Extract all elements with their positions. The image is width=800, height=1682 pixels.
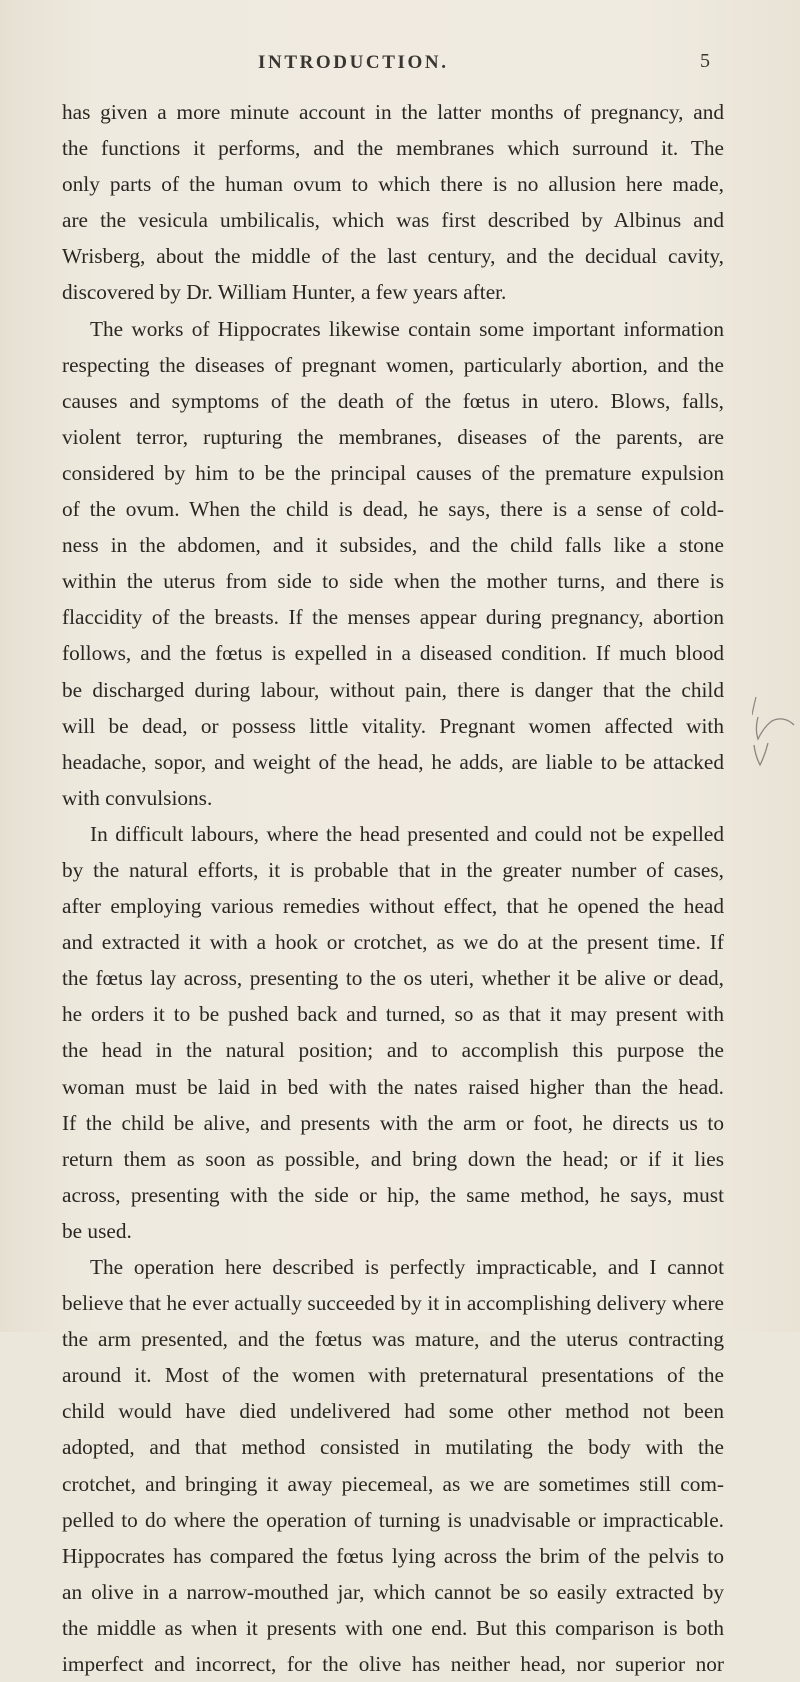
text-line: the head in the natural position; and to accomplish this purpose the — [62, 1038, 724, 1063]
text-line: woman must be laid in bed with the nates raised higher than the head. — [62, 1074, 724, 1099]
text-line: the functions it performs, and the membranes which surround it. The — [62, 136, 724, 161]
text-line: The works of Hippocrates likewise contain some important information — [90, 316, 724, 341]
text-line: be used. — [62, 1218, 132, 1243]
text-line: believe that he ever actually succeeded by it in accomplishing delivery where — [62, 1291, 724, 1316]
text-line: In difficult labours, where the head presented and could not be expelled — [90, 821, 724, 846]
text-line: by the natural efforts, it is probable that in the greater number of cases, — [62, 857, 724, 882]
text-line: violent terror, rupturing the membranes, diseases of the parents, are — [62, 424, 724, 449]
body-text — [62, 94, 724, 1682]
text-line: around it. Most of the women with preternatural presentations of the — [62, 1363, 724, 1388]
text-line: return them as soon as possible, and bring down the head; or if it lies — [62, 1146, 724, 1171]
text-line: he orders it to be pushed back and turned, so as that it may present with — [62, 1002, 724, 1027]
text-line: the middle as when it presents with one end. But this comparison is both — [62, 1615, 724, 1640]
text-line: of the ovum. When the child is dead, he says, there is a sense of cold- — [62, 497, 724, 522]
text-line: imperfect and incorrect, for the olive has neither head, nor superior nor — [62, 1652, 724, 1677]
page-number: 5 — [700, 50, 710, 72]
text-line: after employing various remedies without effect, that he opened the head — [62, 894, 724, 919]
text-line: be discharged during labour, without pain, there is danger that the child — [62, 677, 724, 702]
text-line: ness in the abdomen, and it subsides, and the child falls like a stone — [62, 533, 724, 558]
text-line: causes and symptoms of the death of the fœtus in utero. Blows, falls, — [62, 388, 724, 413]
text-line: only parts of the human ovum to which there is no allusion here made, — [62, 172, 724, 197]
text-line: across, presenting with the side or hip, the same method, he says, must — [62, 1182, 724, 1207]
text-line: the fœtus lay across, presenting to the os uteri, whether it be alive or dead, — [62, 966, 724, 991]
text-line: within the uterus from side to side when the mother turns, and there is — [62, 569, 724, 594]
text-line: discovered by Dr. William Hunter, a few years after. — [62, 280, 507, 305]
text-line: and extracted it with a hook or crotchet, as we do at the present time. If — [62, 930, 724, 955]
text-line: will be dead, or possess little vitality. Pregnant women affected with — [62, 713, 724, 738]
text-line: considered by him to be the principal causes of the premature expulsion — [62, 460, 724, 485]
text-line: If the child be alive, and presents with the arm or foot, he directs us to — [62, 1110, 724, 1135]
text-line: Hippocrates has compared the fœtus lying across the brim of the pelvis to — [62, 1543, 724, 1568]
text-line: crotchet, and bringing it away piecemeal, as we are sometimes still com- — [62, 1471, 724, 1496]
text-line: follows, and the fœtus is expelled in a diseased condition. If much blood — [62, 641, 724, 666]
text-line: flaccidity of the breasts. If the menses appear during pregnancy, abortion — [62, 605, 724, 630]
text-line: an olive in a narrow-mouthed jar, which cannot be so easily extracted by — [62, 1579, 724, 1604]
text-line: with convulsions. — [62, 785, 213, 810]
text-line: pelled to do where the operation of turning is unadvisable or impracticable. — [62, 1507, 724, 1532]
text-line: headache, sopor, and weight of the head, he adds, are liable to be attacked — [62, 749, 724, 774]
text-line: respecting the diseases of pregnant women, particularly abortion, and the — [62, 352, 724, 377]
text-line: child would have died undelivered had some other method not been — [62, 1399, 724, 1424]
text-line: are the vesicula umbilicalis, which was first described by Albinus and — [62, 208, 724, 233]
text-line: the arm presented, and the fœtus was mature, and the uterus contracting — [62, 1327, 724, 1352]
running-head: INTRODUCTION. — [258, 52, 449, 73]
pencil-check-mark-icon — [752, 695, 796, 779]
text-line: Wrisberg, about the middle of the last century, and the decidual cavity, — [62, 244, 724, 269]
text-line: has given a more minute account in the latter months of pregnancy, and — [62, 100, 724, 124]
text-line: adopted, and that method consisted in mutilating the body with the — [62, 1435, 724, 1460]
text-line: The operation here described is perfectly impracticable, and I cannot — [90, 1255, 724, 1279]
